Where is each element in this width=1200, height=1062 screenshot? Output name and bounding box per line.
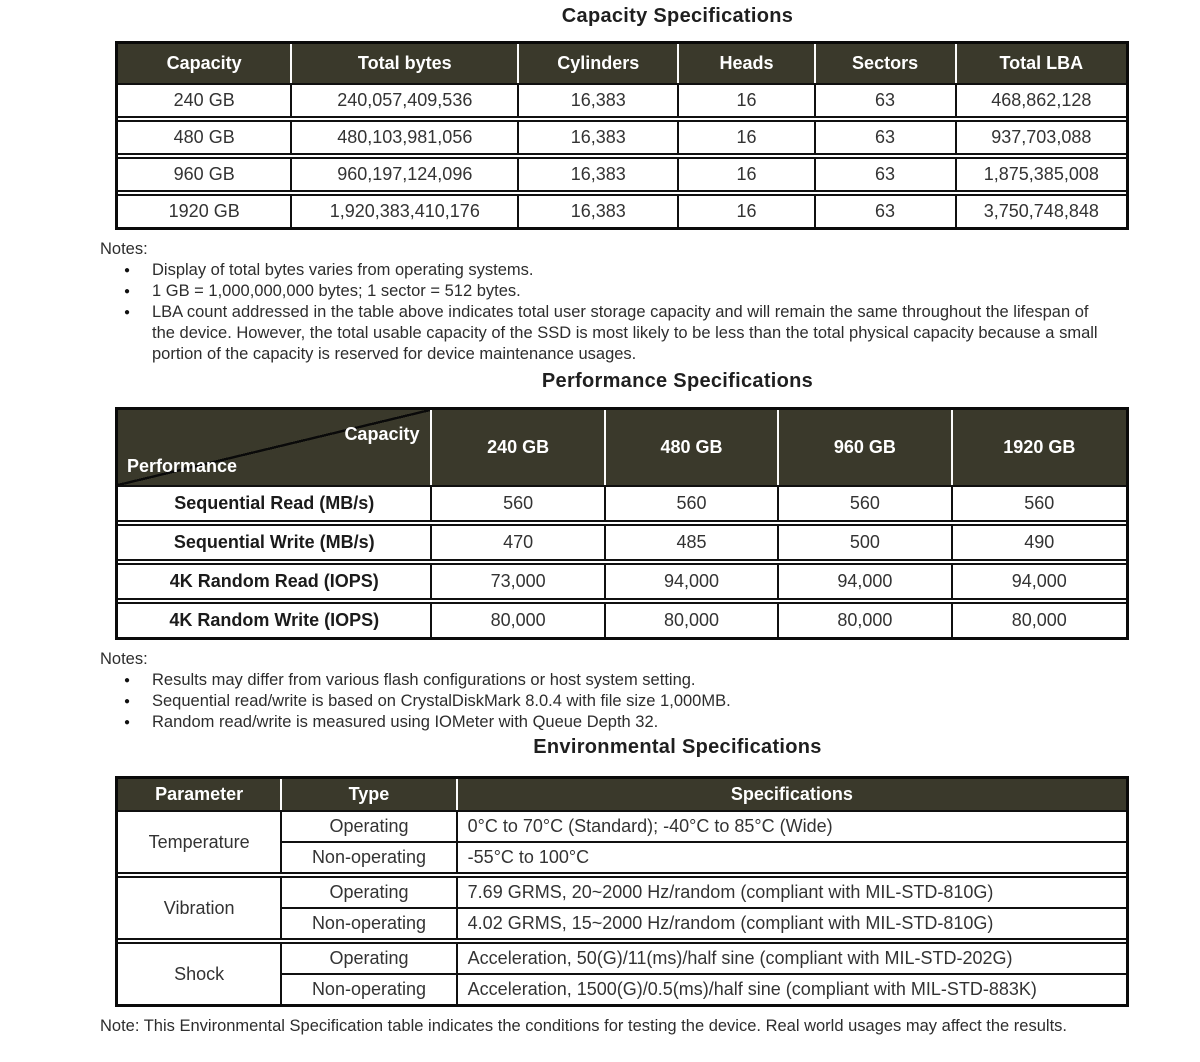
capacity-table-cell: 480,103,981,056 [291,119,518,156]
performance-table-row [118,562,1126,601]
environmental-final-note: Note: This Environmental Specification table indicates the conditions for testing the device. Real world usages may affect the results. [100,1017,1067,1035]
capacity-table-wrapper [115,41,1129,230]
corner-capacity-label: Capacity [344,424,420,444]
note-text: Random read/write is measured using IOMeter with Queue Depth 32. [152,713,659,731]
corner-performance-label: Performance [127,456,238,476]
capacity-960-col-header: 960 GB [778,410,951,486]
environment-parameter-cell: Vibration [118,875,281,941]
note-item [100,260,1112,281]
heads-col-header: Heads [678,44,814,84]
capacity-table-cell: 63 [815,84,956,119]
bullet-icon: ● [124,265,131,276]
environmental-table-header-row [118,779,1126,811]
note-text: 1 GB = 1,000,000,000 bytes; 1 sector = 512 bytes. [152,282,521,300]
capacity-section-title: Capacity Specifications [561,5,794,27]
capacity-table-row [118,84,1126,119]
environment-spec-cell: 4.02 GRMS, 15~2000 Hz/random (compliant with MIL-STD-810G) [457,908,1126,941]
note-item [100,712,1112,733]
notes-label: Notes: [100,240,148,258]
performance-notes-section [100,649,1112,733]
performance-table-cell: 94,000 [952,562,1126,601]
capacity-col-header: Capacity [118,44,291,84]
specifications-col-header: Specifications [457,779,1126,811]
capacity-table-cell: 1920 GB [118,193,291,227]
note-item [100,691,1112,712]
bullet-icon: ● [124,696,131,707]
performance-table-cell: 80,000 [605,601,778,637]
bullet-icon: ● [124,675,131,686]
capacity-table-cell: 63 [815,193,956,227]
performance-table-cell: 470 [431,523,604,562]
total-bytes-col-header: Total bytes [291,44,518,84]
note-item [100,302,1112,365]
environment-spec-cell: 7.69 GRMS, 20~2000 Hz/random (compliant with MIL-STD-810G) [457,875,1126,908]
environmental-section-title: Environmental Specifications [533,736,822,758]
performance-row-label: 4K Random Write (IOPS) [118,601,431,637]
environment-type-cell: Operating [281,811,456,842]
performance-table-row [118,601,1126,637]
capacity-table-cell: 16,383 [518,193,678,227]
capacity-table-cell: 3,750,748,848 [956,193,1126,227]
performance-table-cell: 80,000 [431,601,604,637]
capacity-table-cell: 16,383 [518,84,678,119]
performance-section-title: Performance Specifications [541,370,814,392]
performance-table-cell: 80,000 [778,601,951,637]
capacity-table-cell: 63 [815,119,956,156]
capacity-table-cell: 1,875,385,008 [956,156,1126,193]
capacity-table-cell: 960,197,124,096 [291,156,518,193]
capacity-240-col-header: 240 GB [431,410,604,486]
performance-table-row [118,486,1126,523]
performance-notes-list [100,670,1112,733]
capacity-table-cell: 937,703,088 [956,119,1126,156]
capacity-table-cell: 468,862,128 [956,84,1126,119]
environment-type-cell: Non-operating [281,974,456,1004]
environment-spec-cell: 0°C to 70°C (Standard); -40°C to 85°C (Wide) [457,811,1126,842]
capacity-table-cell: 16 [678,156,814,193]
environmental-table-row [118,875,1126,908]
performance-table-cell: 94,000 [778,562,951,601]
capacity-table-row [118,156,1126,193]
performance-table-header-row [118,410,1126,486]
bullet-icon: ● [124,717,131,728]
note-text: Sequential read/write is based on CrystalDiskMark 8.0.4 with file size 1,000MB. [152,692,731,710]
parameter-col-header: Parameter [118,779,281,811]
environment-spec-cell: Acceleration, 1500(G)/0.5(ms)/half sine (compliant with MIL-STD-883K) [457,974,1126,1004]
capacity-table-cell: 16 [678,119,814,156]
performance-table-cell: 73,000 [431,562,604,601]
capacity-table-cell: 16 [678,84,814,119]
capacity-notes-section [100,239,1112,365]
performance-row-label: Sequential Read (MB/s) [118,486,431,523]
performance-table-cell: 80,000 [952,601,1126,637]
environmental-table-wrapper [115,776,1129,1007]
capacity-notes-list [100,260,1112,365]
capacity-table-row [118,119,1126,156]
environmental-table [118,779,1126,1004]
performance-table-cell: 560 [952,486,1126,523]
bullet-icon: ● [124,307,131,318]
performance-table-cell: 500 [778,523,951,562]
note-item [100,670,1112,691]
performance-table-wrapper [115,407,1129,640]
performance-table [118,410,1126,637]
note-text: Results may differ from various flash configurations or host system setting. [152,671,696,689]
performance-table-cell: 560 [778,486,951,523]
environment-spec-cell: Acceleration, 50(G)/11(ms)/half sine (compliant with MIL-STD-202G) [457,941,1126,974]
capacity-table-row [118,193,1126,227]
total-lba-col-header: Total LBA [956,44,1126,84]
note-text: Display of total bytes varies from operating systems. [152,261,534,279]
environmental-table-row [118,811,1126,842]
capacity-table-cell: 16,383 [518,119,678,156]
capacity-table [118,44,1126,227]
notes-label: Notes: [100,650,148,668]
capacity-table-header-row [118,44,1126,84]
performance-capacity-corner-cell [118,410,431,486]
note-item [100,281,1112,302]
bullet-icon: ● [124,286,131,297]
environment-parameter-cell: Temperature [118,811,281,875]
capacity-table-cell: 240,057,409,536 [291,84,518,119]
capacity-table-cell: 1,920,383,410,176 [291,193,518,227]
environment-type-cell: Operating [281,941,456,974]
performance-table-cell: 560 [605,486,778,523]
environment-spec-cell: -55°C to 100°C [457,842,1126,875]
environment-type-cell: Operating [281,875,456,908]
capacity-table-cell: 960 GB [118,156,291,193]
capacity-table-cell: 16 [678,193,814,227]
capacity-480-col-header: 480 GB [605,410,778,486]
capacity-table-cell: 16,383 [518,156,678,193]
environment-type-cell: Non-operating [281,908,456,941]
type-col-header: Type [281,779,456,811]
capacity-table-cell: 480 GB [118,119,291,156]
performance-row-label: 4K Random Read (IOPS) [118,562,431,601]
performance-table-cell: 485 [605,523,778,562]
capacity-1920-col-header: 1920 GB [952,410,1126,486]
performance-row-label: Sequential Write (MB/s) [118,523,431,562]
environment-parameter-cell: Shock [118,941,281,1004]
environment-type-cell: Non-operating [281,842,456,875]
performance-table-cell: 94,000 [605,562,778,601]
note-text: LBA count addressed in the table above indicates total user storage capacity and will remain the same throughout the lifespan of the device. However, the total usable capacity of the SSD is most likely to be less than the total physical capacity because a small portion of the capacity is reserved for device maintenance usages. [152,303,1098,363]
capacity-table-cell: 63 [815,156,956,193]
performance-table-cell: 560 [431,486,604,523]
sectors-col-header: Sectors [815,44,956,84]
environmental-table-row [118,941,1126,974]
capacity-table-cell: 240 GB [118,84,291,119]
performance-table-cell: 490 [952,523,1126,562]
cylinders-col-header: Cylinders [518,44,678,84]
performance-table-row [118,523,1126,562]
